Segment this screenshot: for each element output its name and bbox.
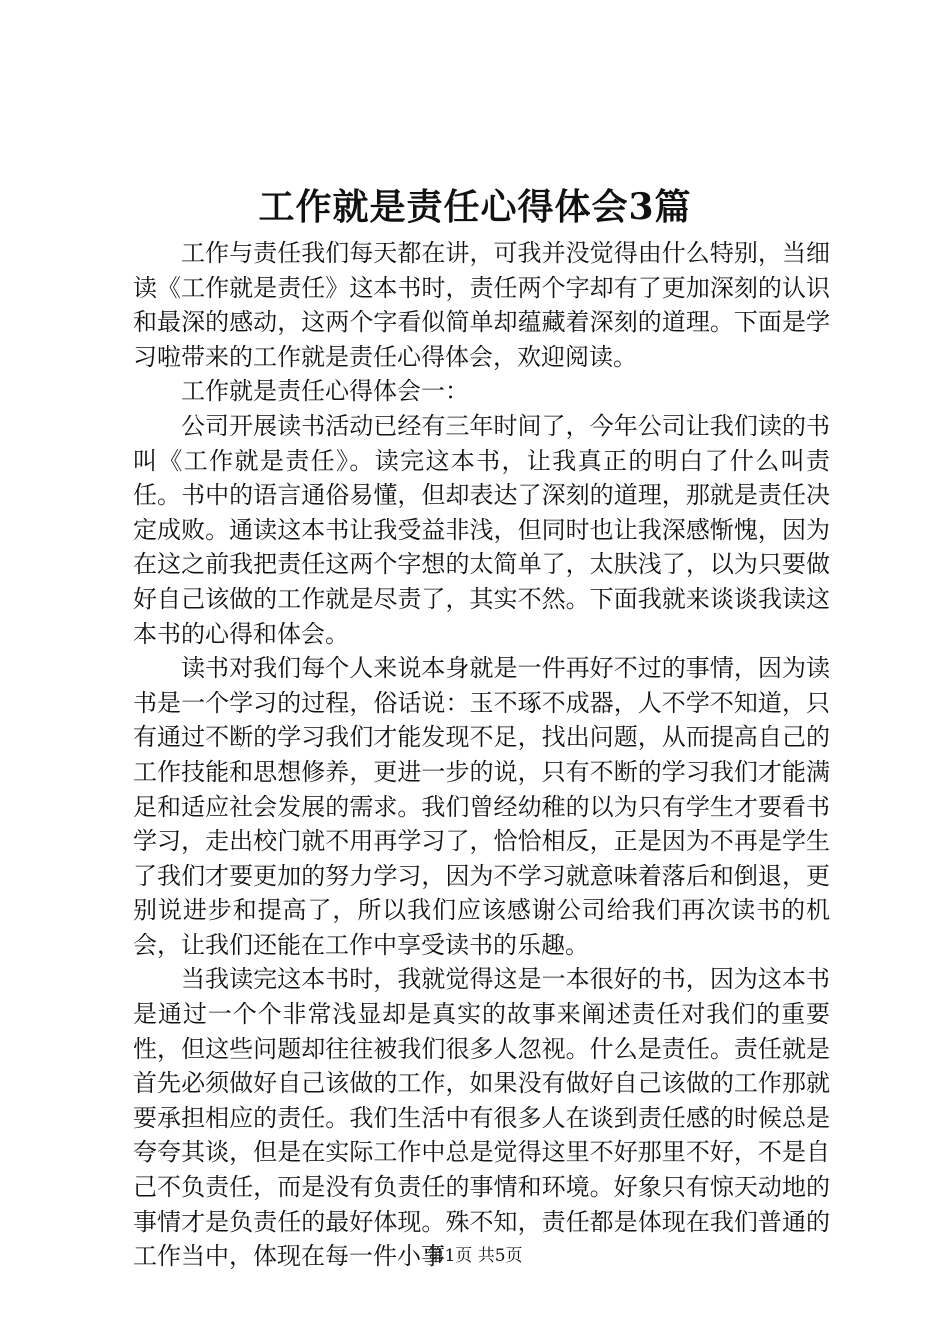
document-body: [133, 236, 830, 1274]
paragraph: 公司开展读书活动已经有三年时间了，今年公司让我们读的书叫《工作就是责任》。读完这本书，让我真正的明白了什么叫责任。书中的语言通俗易懂，但却表达了深刻的道理，那就是责任决定成败。通读这本书让我受益非浅，但同时也让我深感惭愧，因为在这之前我把责任这两个字想的太简单了，太肤浅了，以为只要做好自己该做的工作就是尽责了，其实不然。下面我就来谈谈我读这本书的心得和体会。: [133, 411, 830, 648]
paragraph: 当我读完这本书时，我就觉得这是一本很好的书，因为这本书是通过一个个非常浅显却是真实的故事来阐述责任对我们的重要性，但这些问题却往往被我们很多人忽视。什么是责任。责任就是首先必须做好自己该做的工作，如果没有做好自己该做的工作那就要承担相应的责任。我们生活中有很多人在谈到责任感的时候总是夸夸其谈，但是在实际工作中总是觉得这里不好那里不好，不是自己不负责任，而是没有负责任的事情和环境。好象只有惊天动地的事情才是负责任的最好体现。殊不知，责任都是体现在我们普通的工作当中，体现在每一件小事: [133, 965, 830, 1271]
document-title: 工作就是责任心得体会3篇: [258, 186, 692, 228]
section-heading: 工作就是责任心得体会一：: [181, 377, 469, 406]
paragraph: 读书对我们每个人来说本身就是一件再好不过的事情，因为读书是一个学习的过程，俗话说：玉不琢不成器，人不学不知道，只有通过不断的学习我们才能发现不足，找出问题，从而提高自己的工作技能和思想修养，更进一步的说，只有不断的学习我们才能满足和适应社会发展的需求。我们曾经幼稚的以为只有学生才要看书学习，走出校门就不用再学习了，恰恰相反，正是因为不再是学生了我们才要更加的努力学习，因为不学习就意味着落后和倒退，更别说进步和提高了，所以我们应该感谢公司给我们再次读书的机会，让我们还能在工作中享受读书的乐趣。: [133, 654, 830, 959]
page-footer: 第1页 共5页: [427, 1246, 523, 1266]
paragraph-intro: 工作与责任我们每天都在讲，可我并没觉得由什么特别，当细读《工作就是责任》这本书时，责任两个字却有了更加深刻的认识和最深的感动，这两个字看似简单却蕴藏着深刻的道理。下面是学习啦带来的工作就是责任心得体会，欢迎阅读。: [133, 239, 830, 371]
